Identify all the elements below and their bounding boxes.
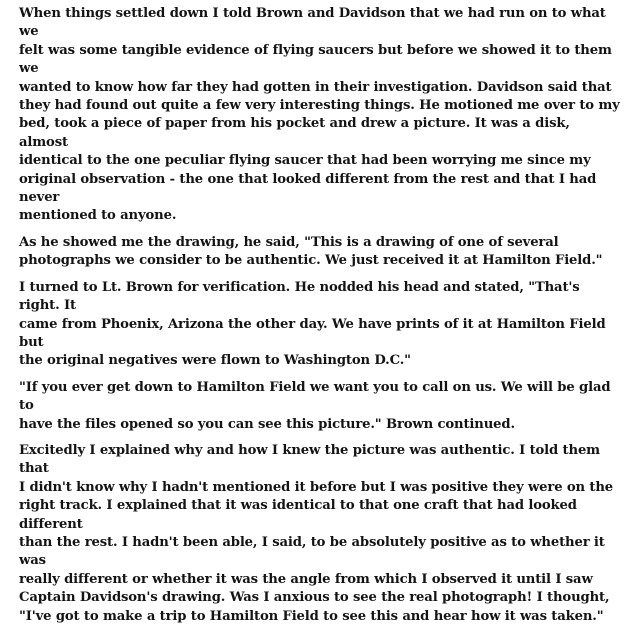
paragraph-1: When things settled down I told Brown and Davidson that we had run on to what we felt was some tangible evidence of flying saucers but before we showed it to them we wanted to know how far they had gotten in their investigation. Davidson said that they had found out quite a few very interesting things. He motioned me over to my bed, took a piece of paper from his pocket and drew a picture. It was a disk, almost identical to the one peculiar flying saucer that had been worrying me since my original observation - the one that looked different from the rest and that I had never mentioned to anyone. <box>19 6 620 224</box>
paragraph-2: As he showed me the drawing, he said, "This is a drawing of one of several photographs we consider to be authentic. We just received it at Hamilton Field." <box>19 234 603 269</box>
paragraph-5: Excitedly I explained why and how I knew the picture was authentic. I told them that I didn't know why I hadn't mentioned it before but I was positive they were on the right track. I explained that it was identical to that one craft that had looked different than the rest. I hadn't been able, I said, to be absolutely positive as to whether it was really different or whether it was the angle from which I observed it until I saw Captain Davidson's drawing. Was I anxious to see the real photograph! I thought, "I've got to make a trip to Hamilton Field to see this and hear how it was taken." <box>19 442 614 624</box>
paragraph-4: "If you ever get down to Hamilton Field we want you to call on us. We will be glad to have the files opened so you can see this picture." Brown continued. <box>19 379 611 432</box>
paragraph-3: I turned to Lt. Brown for verification. He nodded his head and stated, "That's right. It came from Phoenix, Arizona the other day. We have prints of it at Hamilton Field but the original negatives were flown to Washington D.C." <box>19 279 606 369</box>
